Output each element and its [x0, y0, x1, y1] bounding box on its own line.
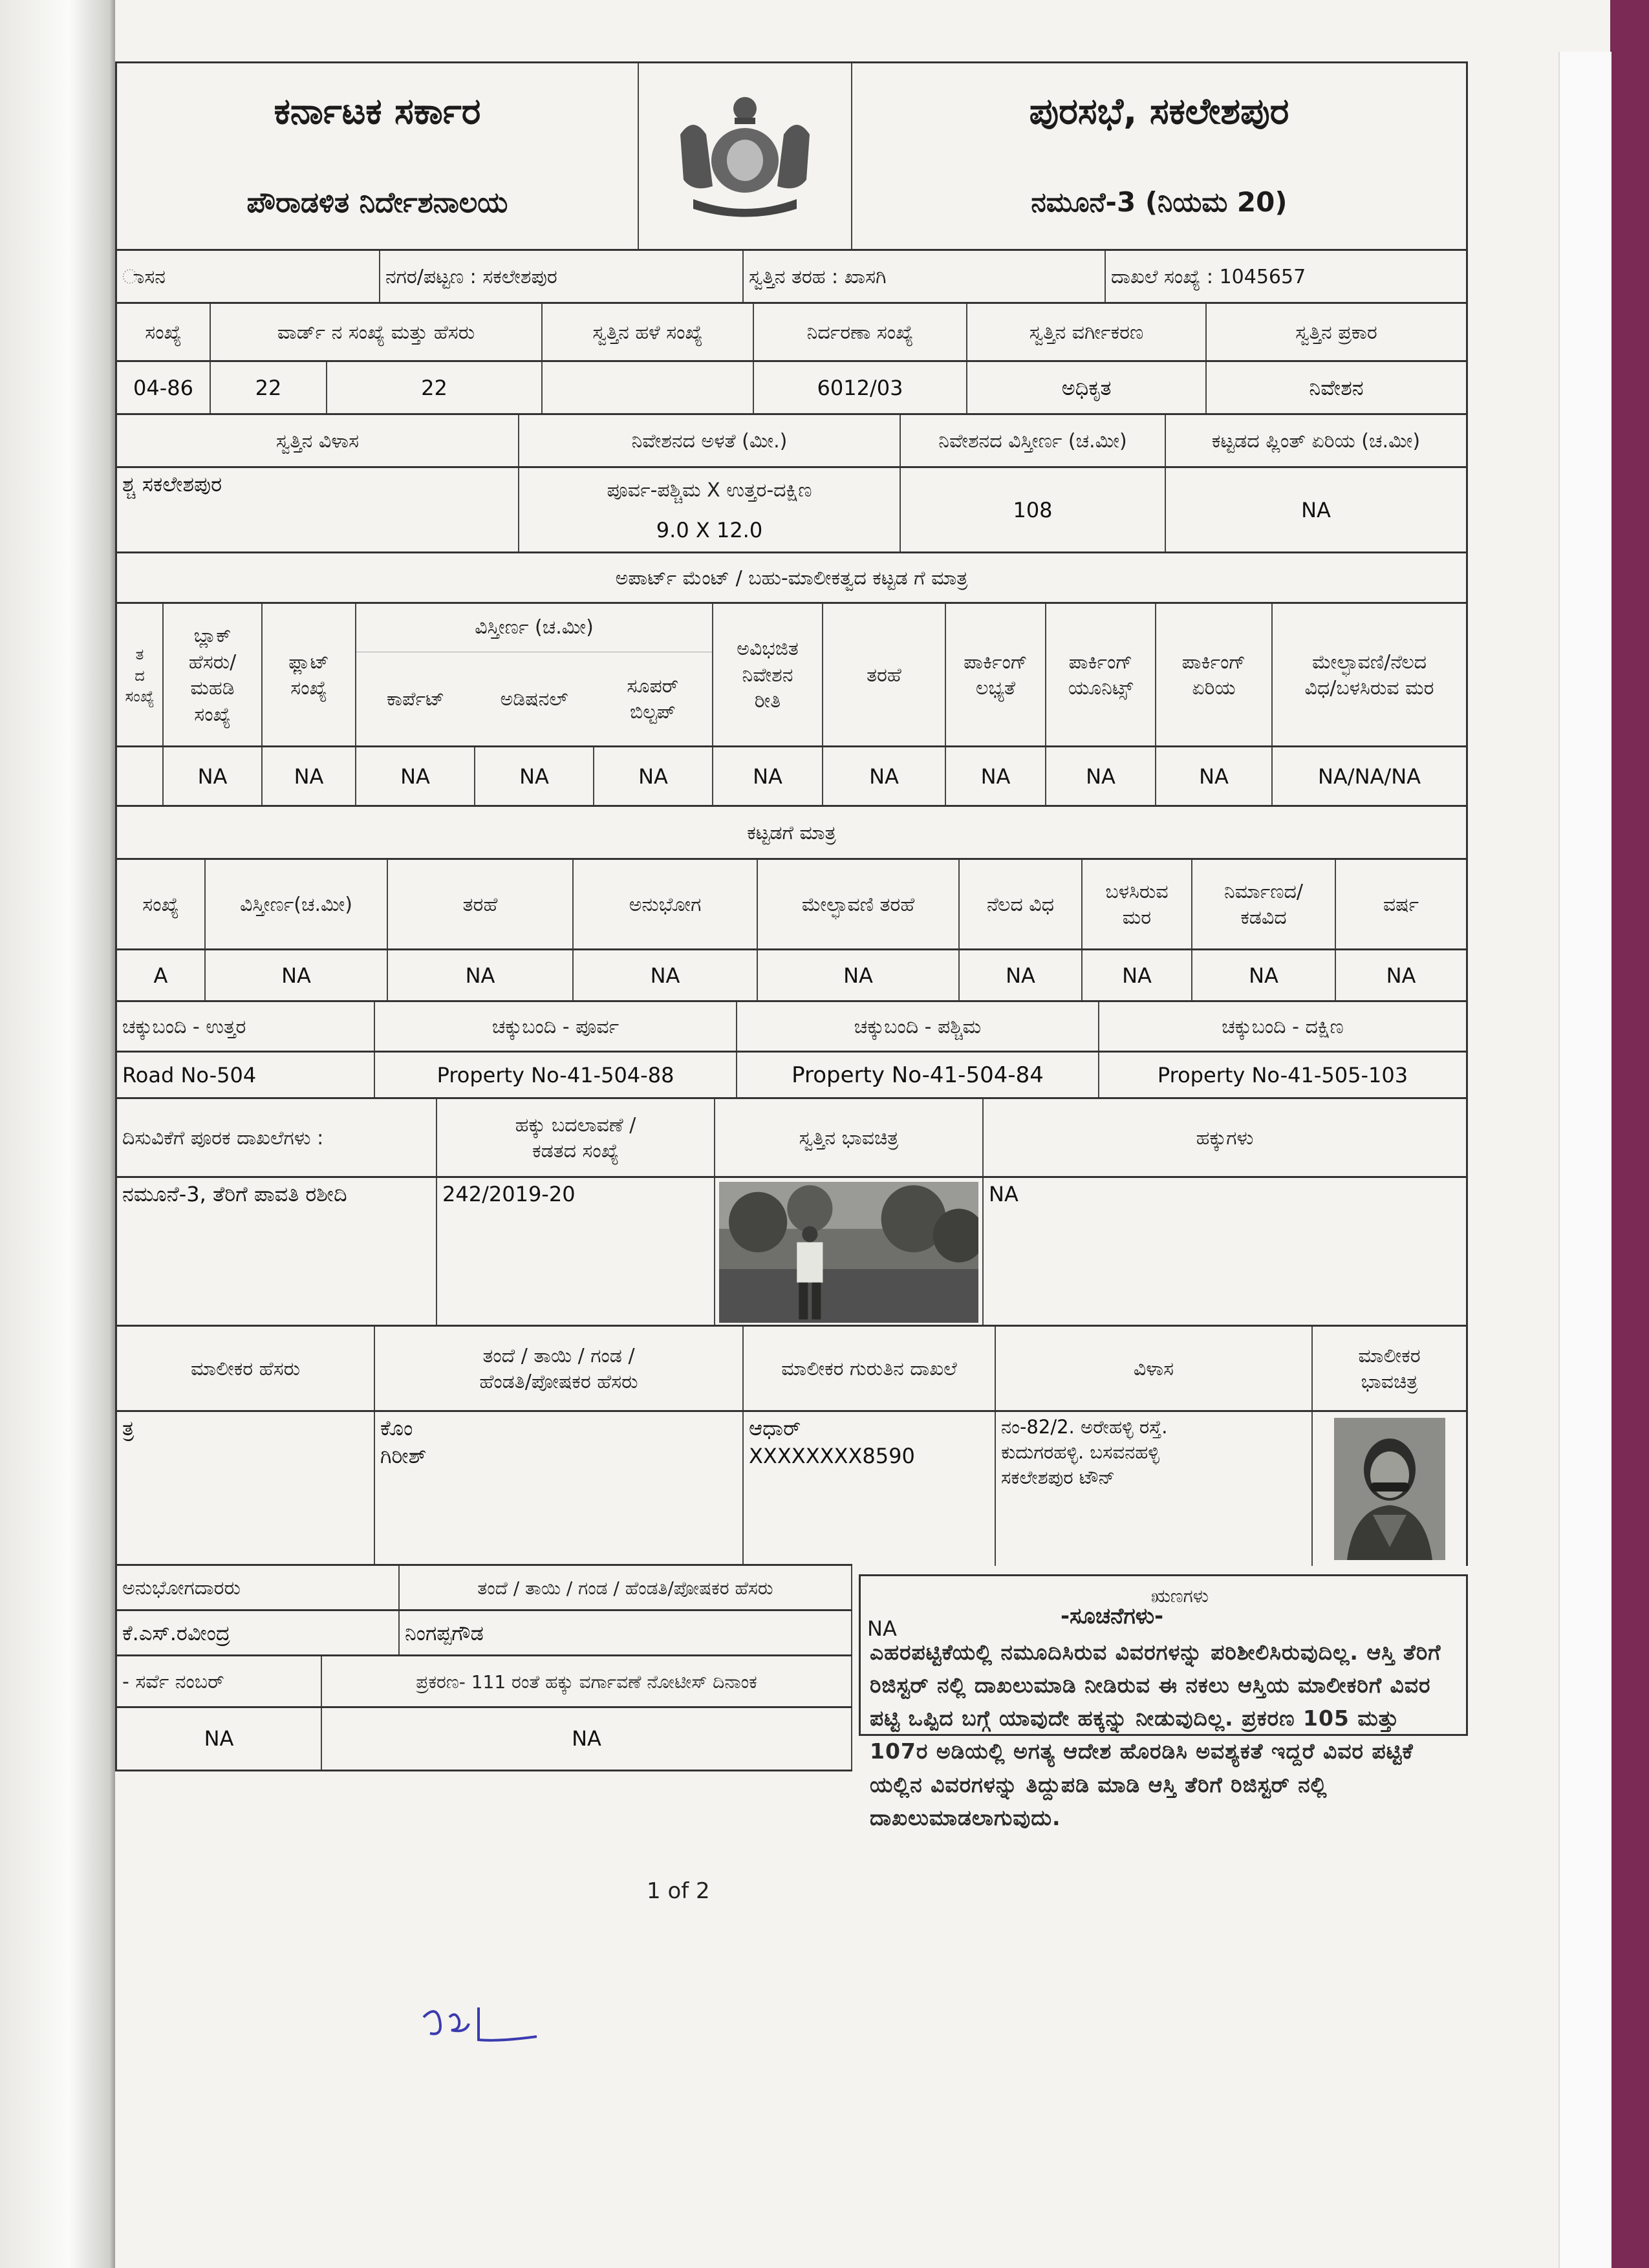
supporting-docs-value: ನಮೂನೆ-3, ತೆರಿಗೆ ಪಾವತಿ ರಶೀದಿ: [115, 1178, 437, 1327]
notes-title: -ಸೂಚನೆಗಳು-: [1061, 1603, 1164, 1629]
apt-parking-units-col-header: ಪಾರ್ಕಿಂಗ್ ಯೂನಿಟ್ಸ್: [1046, 604, 1156, 747]
apt-value-roof-floor: NA/NA/NA: [1273, 747, 1468, 807]
municipality-title: ಪುರಸಭೆ, ಸಕಲೇಶಪುರ: [1029, 90, 1289, 133]
owner-header: [115, 1325, 1468, 1412]
property-kind-value: ನಿವೇಶನ: [1207, 362, 1468, 415]
boundary-east-value: Property No-41-504-88: [375, 1053, 737, 1099]
classification-value: ಅಧಿಕೃತ: [967, 362, 1207, 415]
id-col-header: ಸಂಖ್ಯೆ: [115, 304, 211, 362]
boundary-west-value: Property No-41-504-84: [737, 1053, 1099, 1099]
property-ids-header: [115, 302, 1468, 362]
header-right: [852, 63, 1468, 251]
assessment-number-value: 6012/03: [754, 362, 967, 415]
address-col-header: ಸ್ವತ್ತಿನ ವಿಳಾಸ: [115, 415, 519, 468]
owner-relation-value: ಕೊಂ ಗಿರೀಶ್: [375, 1412, 744, 1566]
plinth-area-value: NA: [1166, 468, 1468, 553]
apt-value-additional: NA: [475, 747, 594, 807]
site-area-col-header: ನಿವೇಶನದ ವಿಸ್ತೀರ್ಣ (ಚ.ಮೀ): [901, 415, 1166, 468]
bld-floor-type-col-header: ನೆಲದ ವಿಧ: [960, 860, 1083, 950]
building-banner-row: [115, 805, 1468, 860]
state-emblem-icon: [667, 89, 823, 225]
debts-value: NA: [867, 1616, 897, 1641]
apt-value-block: NA: [164, 747, 263, 807]
apt-value-serial: [115, 747, 164, 807]
boundary-south-value: Property No-41-505-103: [1099, 1053, 1468, 1099]
apt-value-parking-units: NA: [1046, 747, 1156, 807]
owner-id-value: ಆಧಾರ್ XXXXXXXX8590: [744, 1412, 996, 1566]
documents-values: [115, 1176, 1468, 1327]
owner-relation-header: ತಂದೆ / ತಾಯಿ / ಗಂಡ / ಹೆಂಡತಿ/ಪೋಷಕರ ಹೆಸರು: [375, 1327, 744, 1412]
apt-additional-col-header: ಅಡಿಷನಲ್: [500, 688, 568, 711]
boundary-west-header: ಚಕ್ಕುಬಂದಿ - ಪಶ್ಚಿಮ: [737, 1002, 1099, 1053]
apartment-banner: ಅಪಾರ್ಟ್ ಮೆಂಟ್ / ಬಹು-ಮಾಲೀಕತ್ವದ ಕಟ್ಟಡ ಗೆ ಮಾತ್ರ: [115, 553, 1468, 604]
owner-photo-header: ಮಾಲೀಕರ ಭಾವಚಿತ್ರ: [1313, 1327, 1468, 1412]
id-value: 04-86: [115, 362, 211, 415]
dimension-cell: [519, 468, 901, 553]
owner-name-header: ಮಾಲೀಕರ ಹೆಸರು: [115, 1327, 375, 1412]
ward-col-header: ವಾರ್ಡ್ ನ ಸಂಖ್ಯೆ ಮತ್ತು ಹೆಸರು: [211, 304, 543, 362]
building-header: [115, 858, 1468, 950]
apt-value-undivided: NA: [713, 747, 823, 807]
survey-header: [115, 1654, 852, 1708]
property-address-value: ಶ್ಚ ಸಕಲೇಶಪುರ: [115, 468, 519, 553]
apt-value-superbuilt: NA: [594, 747, 713, 807]
occupant-relation-value: ನಿಂಗಪ್ಪಗೌಡ: [400, 1611, 852, 1656]
apt-undivided-col-header: ಅವಿಭಜಿತ ನಿವೇಶನ ರೀತಿ: [713, 604, 823, 747]
apt-roof-floor-col-header: ಮೇಲ್ಛಾವಣಿ/ನೆಲದ ವಿಧ/ಬಳಸಿರುವ ಮರ: [1273, 604, 1468, 747]
bld-value-area: NA: [206, 950, 388, 1002]
rights-header: ಹಕ್ಕುಗಳು: [984, 1099, 1468, 1178]
case-number-header: ಹಕ್ಕು ಬದಲಾವಣೆ / ಕಡತದ ಸಂಖ್ಯೆ: [437, 1099, 715, 1178]
survey-number-header: - ಸರ್ವೆ ನಂಬರ್: [115, 1656, 322, 1708]
apt-value-parking-availability: NA: [946, 747, 1046, 807]
case-number-value: 242/2019-20: [437, 1178, 715, 1327]
building-banner: ಕಟ್ಟಡಗೆ ಮಾತ್ರ: [115, 807, 1468, 860]
boundaries-header: [115, 1000, 1468, 1053]
property-photo: [715, 1178, 984, 1327]
transfer-notice-header: ಪ್ರಕರಣ- 111 ರಂತೆ ಹಕ್ಕು ವರ್ಗಾವಣೆ ನೋಟೀಸ್ ದಿನಾಂಕ: [322, 1656, 852, 1708]
property-ids-values: [115, 360, 1468, 415]
owner-photo-image: [1334, 1418, 1445, 1560]
district-cell: ಾಸನ: [115, 251, 380, 304]
bld-value-year: NA: [1336, 950, 1468, 1002]
boundary-south-header: ಚಕ್ಕುಬಂದಿ - ದಕ್ಷಿಣ: [1099, 1002, 1468, 1053]
town-cell: ನಗರ/ಪಟ್ಟಣ : ಸಕಲೇಶಪುರ: [380, 251, 744, 304]
bld-wood-col-header: ಬಳಸಿರುವ ಮರ: [1083, 860, 1192, 950]
documents-header: [115, 1097, 1468, 1178]
apt-type-col-header: ತರಹೆ: [823, 604, 946, 747]
apt-superbuilt-col-header: ಸೂಪರ್ ಬಿಲ್ಟಪ್: [627, 674, 679, 724]
dimension-label: ಪೂರ್ವ-ಪಶ್ಚಿಮ X ಉತ್ತರ-ದಕ್ಷಿಣ: [607, 478, 812, 502]
plinth-area-col-header: ಕಟ್ಟಡದ ಪ್ಲಿಂತ್ ಏರಿಯ (ಚ.ಮೀ): [1166, 415, 1468, 468]
apartment-banner-row: [115, 551, 1468, 604]
debts-title: ಋಣಗಳು: [1151, 1585, 1209, 1607]
boundary-east-header: ಚಕ್ಕುಬಂದಿ - ಪೂರ್ವ: [375, 1002, 737, 1053]
paper-edge: [1558, 52, 1611, 2268]
notes-text: ಎಹರಪಟ್ಟಿಕೆಯಲ್ಲಿ ನಮೂದಿಸಿರುವ ವಿವರಗಳನ್ನು ಪರಿಶೀಲಿಸಿರುವುದಿಲ್ಲ. ಆಸ್ತಿ ತೆರಿಗೆ ರಿಜಿಸ್ಟರ್ ನಲ್ಲಿ ದಾಖಲುಮಾಡಿ ನೀಡಿರುವ ಈ ನಕಲು ಆಸ್ತಿಯ ಮಾಲೀಕರಿಗೆ ವಿವರ ಪಟ್ಟಿ ಒಪ್ಪಿದ ಬಗ್ಗೆ ಯಾವುದೇ ಹಕ್ಕನ್ನು ನೀಡುವುದಿಲ್ಲ. ಪ್ರಕರಣ 105 ಮತ್ತು 107ರ ಅಡಿಯಲ್ಲಿ ಅಗತ್ಯ ಆದೇಶ ಹೊರಡಿಸಿ ಅವಶ್ಯಕತೆ ಇದ್ದರೆ ವಿವರ ಪಟ್ಟಿಕೆ ಯಲ್ಲಿನ ವಿವರಗಳನ್ನು ತಿದ್ದುಪಡಿ ಮಾಡಿ ಆಸ್ತಿ ತೆರಿಗೆ ರಿಜಿಸ್ಟರ್ ನಲ್ಲಿ ದಾಖಲುಮಾಡಲಾಗುವುದು.: [870, 1640, 1441, 1830]
bld-value-construction: NA: [1192, 950, 1336, 1002]
dimension-value: 9.0 X 12.0: [656, 518, 763, 543]
owner-address-header: ವಿಳಾಸ: [996, 1327, 1313, 1412]
bld-type-col-header: ತರಹೆ: [388, 860, 574, 950]
site-header: [115, 413, 1468, 468]
form-sheet: [115, 61, 1468, 1781]
owner-address-value: ನಂ-82/2. ಅರೇಹಳ್ಳಿ ರಸ್ತೆ. ಕುದುಗರಹಳ್ಳಿ. ಬಸವನಹಳ್ಳಿ ಸಕಲೇಶಪುರ ಟೌನ್: [996, 1412, 1313, 1566]
apt-parking-area-col-header: ಪಾರ್ಕಿಂಗ್ ಏರಿಯ: [1156, 604, 1273, 747]
apt-serial-col-header: ತ ದ ಸಂಖ್ಯೆ: [115, 604, 164, 747]
transfer-notice-value: NA: [322, 1708, 852, 1770]
rights-value: NA: [984, 1178, 1468, 1327]
building-values: [115, 948, 1468, 1002]
site-area-value: 108: [901, 468, 1166, 553]
bld-value-wood: NA: [1083, 950, 1192, 1002]
occupant-name-value: ಕೆ.ಎಸ್.ರವೀಂದ್ರ: [115, 1611, 400, 1656]
survey-number-value: NA: [115, 1708, 322, 1770]
occupant-name-header: ಅನುಭೋಗದಾರರು: [115, 1566, 400, 1611]
bld-area-col-header: ವಿಸ್ತೀರ್ಣ(ಚ.ಮೀ): [206, 860, 388, 950]
ward-name-value: 22: [327, 362, 543, 415]
bld-usage-col-header: ಅನುಭೋಗ: [574, 860, 758, 950]
bld-value-number: A: [115, 950, 206, 1002]
occupant-relation-header: ತಂದೆ / ತಾಯಿ / ಗಂಡ / ಹೆಂಡತಿ/ಪೋಷಕರ ಹೆಸರು: [400, 1566, 852, 1611]
property-photo-image: [719, 1182, 978, 1323]
occupant-block: [115, 1564, 852, 1842]
boundary-north-value: Road No-504: [115, 1053, 375, 1099]
apt-parking-availability-col-header: ಪಾರ್ಕಿಂಗ್ ಲಭ್ಯತೆ: [946, 604, 1046, 747]
apartment-header: [115, 602, 1468, 747]
bld-construction-col-header: ನಿರ್ಮಾಣದ/ ಕಡವಿದ: [1192, 860, 1336, 950]
directorate-title: ಪೌರಾಡಳಿತ ನಿರ್ದೇಶನಾಲಯ: [246, 186, 508, 219]
owner-values: [115, 1410, 1468, 1566]
apartment-values: [115, 745, 1468, 807]
dimension-col-header: ನಿವೇಶನದ ಅಳತೆ (ಮೀ.): [519, 415, 901, 468]
supporting-docs-header: ದಿಸುವಿಕೆಗೆ ಪೂರಕ ದಾಖಲೆಗಳು :: [115, 1099, 437, 1178]
apt-area-group: [356, 604, 713, 747]
old-number-col-header: ಸ್ವತ್ತಿನ ಹಳೆ ಸಂಖ್ಯೆ: [543, 304, 754, 362]
bld-value-roof-type: NA: [758, 950, 960, 1002]
occupant-values: [115, 1609, 852, 1656]
owner-name-value: ತ್ರ: [115, 1412, 375, 1566]
old-number-value: [543, 362, 754, 415]
property-photo-header: ಸ್ವತ್ತಿನ ಭಾವಚಿತ್ರ: [715, 1099, 984, 1178]
apt-value-type: NA: [823, 747, 946, 807]
apt-area-group-header: ವಿಸ್ತೀರ್ಣ (ಚ.ಮೀ): [356, 604, 712, 652]
apt-block-col-header: ಬ್ಲಾಕ್ ಹೆಸರು/ ಮಹಡಿ ಸಂಖ್ಯೆ: [164, 604, 263, 747]
page-number: 1 of 2: [647, 1878, 710, 1904]
site-values: [115, 466, 1468, 553]
handwritten-signature: [420, 2004, 550, 2049]
apt-value-parking-area: NA: [1156, 747, 1273, 807]
bld-value-type: NA: [388, 950, 574, 1002]
bld-number-col-header: ಸಂಖ್ಯೆ: [115, 860, 206, 950]
classification-col-header: ಸ್ವತ್ತಿನ ವರ್ಗೀಕರಣ: [967, 304, 1207, 362]
header-row: [115, 61, 1468, 251]
bld-value-usage: NA: [574, 950, 758, 1002]
bld-roof-type-col-header: ಮೇಲ್ಛಾವಣಿ ತರಹೆ: [758, 860, 960, 950]
owner-photo: [1313, 1412, 1468, 1566]
header-left: [115, 63, 639, 251]
emblem-cell: [639, 63, 852, 251]
boundaries-values: [115, 1051, 1468, 1099]
assessment-number-col-header: ನಿರ್ದರಣಾ ಸಂಖ್ಯೆ: [754, 304, 967, 362]
boundary-north-header: ಚಕ್ಕುಬಂದಿ - ಉತ್ತರ: [115, 1002, 375, 1053]
form-number: ನಮೂನೆ-3 (ನಿಯಮ 20): [1031, 186, 1288, 219]
occupant-header: [115, 1564, 852, 1611]
record-number-cell: ದಾಖಲೆ ಸಂಖ್ಯೆ : 1045657: [1106, 251, 1468, 304]
apt-carpet-col-header: ಕಾರ್ಪೆಟ್: [386, 688, 445, 711]
survey-values: [115, 1706, 852, 1771]
owner-id-header: ಮಾಲೀಕರ ಗುರುತಿನ ದಾಖಲೆ: [744, 1327, 996, 1412]
property-type-cell: ಸ್ವತ್ತಿನ ತರಹ : ಖಾಸಗಿ: [744, 251, 1106, 304]
apt-value-carpet: NA: [356, 747, 475, 807]
page-fold: [0, 0, 115, 2268]
property-kind-col-header: ಸ್ವತ್ತಿನ ಪ್ರಕಾರ: [1207, 304, 1468, 362]
apt-flat-col-header: ಫ್ಲಾಟ್ ಸಂಖ್ಯೆ: [263, 604, 356, 747]
government-title: ಕರ್ನಾಟಕ ಸರ್ಕಾರ: [274, 90, 481, 133]
bld-value-floor-type: NA: [960, 950, 1083, 1002]
apt-value-flat: NA: [263, 747, 356, 807]
location-row: [115, 249, 1468, 304]
ward-number-value: 22: [211, 362, 327, 415]
bld-year-col-header: ವರ್ಷ: [1336, 860, 1468, 950]
